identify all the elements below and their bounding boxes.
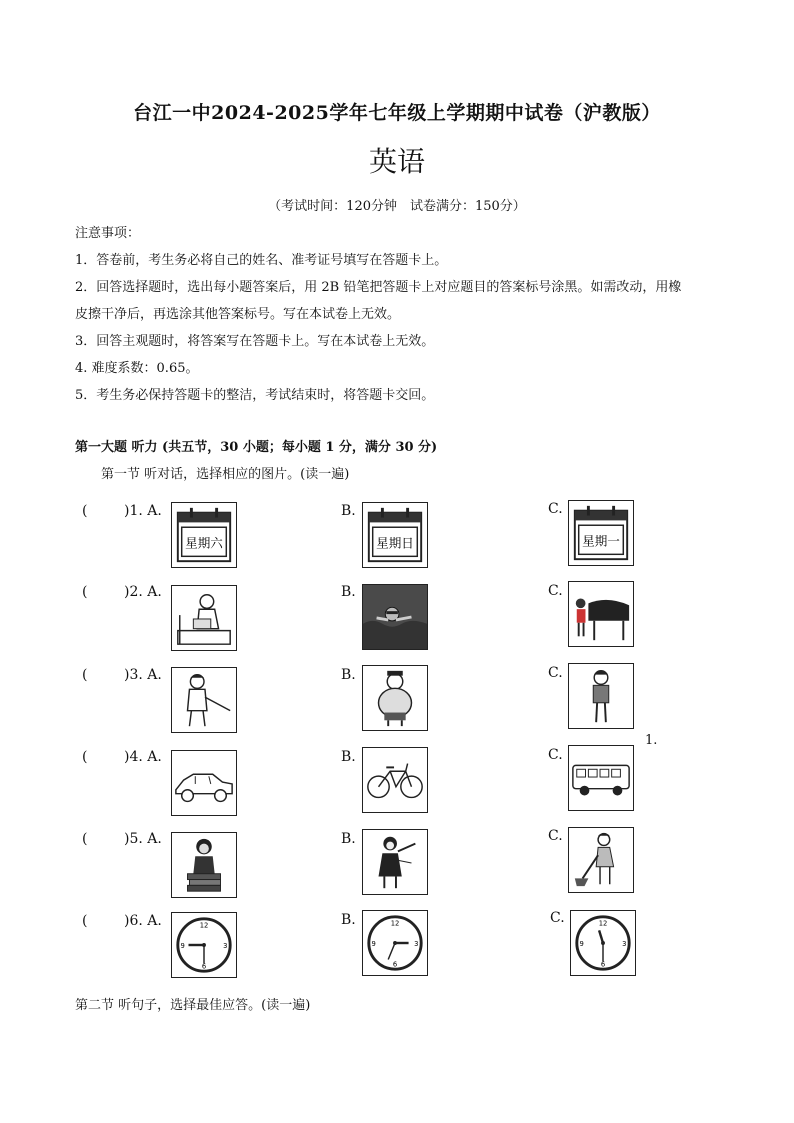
answer-paren: (: [82, 584, 88, 600]
question-label: )6. A.: [124, 913, 162, 929]
option-c-label: C.: [548, 501, 563, 517]
note-item: 2．回答选择题时，选出每小题答案后，用 2B 铅笔把答题卡上对应题目的答案标号涂黑。如需改动，用橡: [75, 280, 682, 295]
calendar-saturday-image[interactable]: [171, 502, 237, 568]
option-b-label: B.: [341, 749, 356, 765]
option-b-label: B.: [341, 584, 356, 600]
clock-b-image[interactable]: [362, 910, 428, 976]
reading-girl-image[interactable]: [171, 585, 237, 651]
note-item: 4. 难度系数：0.65。: [75, 361, 199, 376]
option-b-label: B.: [341, 667, 356, 683]
calendar-sunday-image[interactable]: [362, 502, 428, 568]
option-b-label: B.: [341, 831, 356, 847]
fat-man-image[interactable]: [362, 665, 428, 731]
svg-text:3: 3: [223, 941, 228, 950]
svg-text:12: 12: [390, 919, 400, 928]
question-label: )1. A.: [124, 503, 162, 519]
question-label: )5. A.: [124, 831, 162, 847]
answer-paren: (: [82, 831, 88, 847]
answer-paren: (: [82, 667, 88, 683]
calendar-text: 星期六: [185, 535, 223, 551]
svg-text:6: 6: [600, 960, 606, 969]
svg-text:12: 12: [199, 921, 209, 930]
clock-c-image[interactable]: [570, 910, 636, 976]
sweeping-girl-image[interactable]: [568, 827, 634, 893]
svg-text:6: 6: [201, 962, 207, 971]
subject-title: 英语: [368, 145, 425, 178]
question-label: )2. A.: [124, 584, 162, 600]
bicycle-image[interactable]: [362, 747, 428, 813]
answer-paren: (: [82, 749, 88, 765]
calendar-monday-image[interactable]: [568, 500, 634, 566]
page-title: 台江一中2024-2025学年七年级上学期期中试卷（沪教版）: [133, 102, 661, 124]
svg-text:9: 9: [579, 939, 584, 948]
option-c-label: C.: [550, 910, 565, 926]
option-c-label: C.: [548, 747, 563, 763]
teacher-image[interactable]: [171, 667, 237, 733]
clock-a-image[interactable]: [171, 912, 237, 978]
answer-paren: (: [82, 503, 88, 519]
calendar-text: 星期一: [582, 533, 620, 549]
svg-text:9: 9: [180, 941, 185, 950]
option-b-label: B.: [341, 503, 356, 519]
option-c-label: C.: [548, 828, 563, 844]
part2-title: 第二节 听句子，选择最佳应答。(读一遍): [75, 998, 311, 1013]
notes: [75, 220, 735, 409]
svg-text:9: 9: [371, 939, 376, 948]
note-item: 5．考生务必保持答题卡的整洁，考试结束时，将答题卡交回。: [75, 388, 435, 403]
notes-heading: 注意事项：: [75, 226, 141, 241]
car-image[interactable]: [171, 750, 237, 816]
swimming-image[interactable]: [362, 584, 428, 650]
question-label: )4. A.: [124, 749, 162, 765]
svg-text:12: 12: [598, 919, 608, 928]
svg-text:3: 3: [414, 939, 419, 948]
option-c-label: C.: [548, 583, 563, 599]
part1-title: 第一节 听对话，选择相应的图片。(读一遍): [101, 467, 350, 482]
page-mark: 1.: [645, 733, 658, 748]
piano-image[interactable]: [568, 581, 634, 647]
option-c-label: C.: [548, 665, 563, 681]
note-item: 3．回答主观题时，将答案写在答题卡上。写在本试卷上无效。: [75, 334, 435, 349]
violin-girl-image[interactable]: [362, 829, 428, 895]
answer-paren: (: [82, 913, 88, 929]
calendar-text: 星期日: [376, 535, 414, 551]
svg-text:6: 6: [392, 960, 398, 969]
boy-image[interactable]: [568, 663, 634, 729]
section1-title: 第一大题 听力 (共五节，30 小题；每小题 1 分，满分 30 分): [75, 440, 438, 455]
note-item: 皮擦干净后，再选涂其他答案标号。写在本试卷上无效。: [75, 307, 401, 322]
question-label: )3. A.: [124, 667, 162, 683]
svg-text:3: 3: [622, 939, 627, 948]
option-b-label: B.: [341, 912, 356, 928]
bus-image[interactable]: [568, 745, 634, 811]
student-books-image[interactable]: [171, 832, 237, 898]
exam-info: （考试时间：120分钟 试卷满分：150分）: [268, 199, 526, 214]
note-item: 1．答卷前，考生务必将自己的姓名、准考证号填写在答题卡上。: [75, 253, 448, 268]
